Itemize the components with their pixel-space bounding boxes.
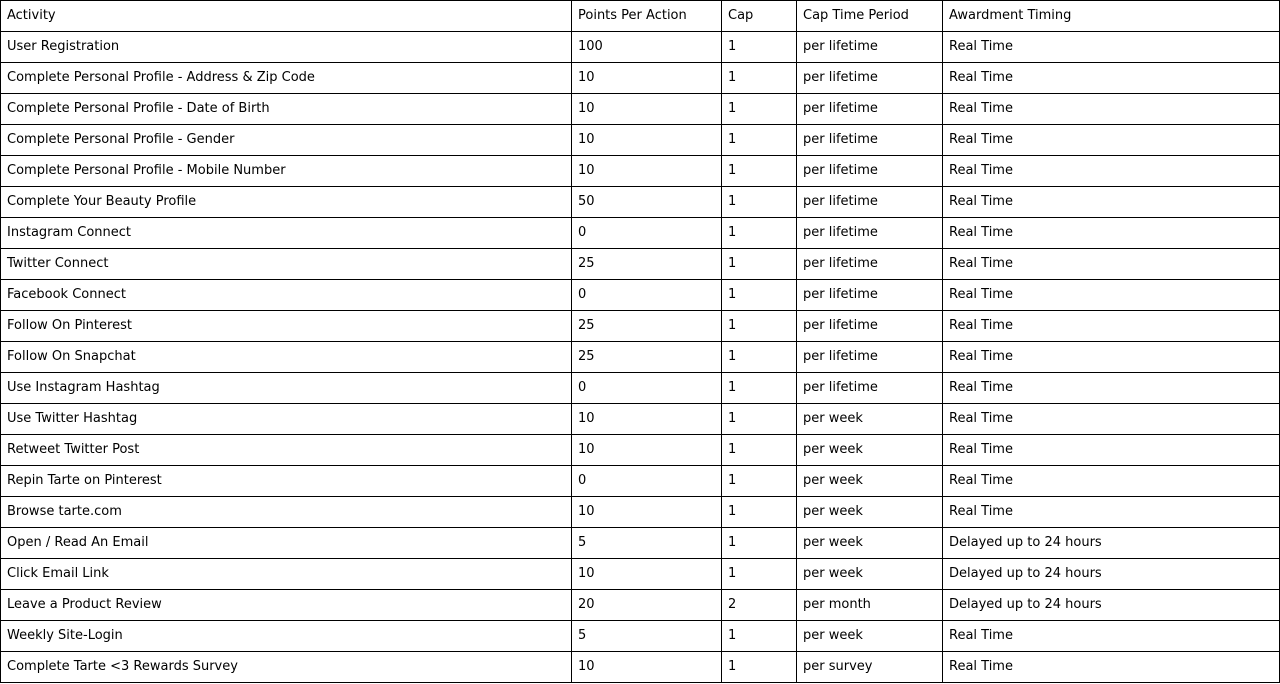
cell-activity: User Registration [1,32,572,63]
cell-points-per-action: 10 [572,559,722,590]
cell-awardment-timing: Real Time [943,187,1280,218]
cell-awardment-timing: Real Time [943,94,1280,125]
cell-cap: 1 [722,94,797,125]
table-row [1,125,1280,156]
cell-awardment-timing: Delayed up to 24 hours [943,590,1280,621]
cell-cap-time-period: per lifetime [797,280,943,311]
cell-cap: 1 [722,621,797,652]
cell-points-per-action: 10 [572,652,722,683]
cell-awardment-timing: Delayed up to 24 hours [943,559,1280,590]
cell-cap-time-period: per lifetime [797,32,943,63]
header-cap: Cap [722,1,797,32]
cell-cap: 1 [722,466,797,497]
cell-awardment-timing: Real Time [943,32,1280,63]
cell-awardment-timing: Real Time [943,311,1280,342]
cell-awardment-timing: Real Time [943,156,1280,187]
cell-cap-time-period: per lifetime [797,187,943,218]
cell-awardment-timing: Real Time [943,435,1280,466]
cell-activity: Weekly Site-Login [1,621,572,652]
cell-awardment-timing: Real Time [943,249,1280,280]
cell-awardment-timing: Real Time [943,404,1280,435]
table-row [1,559,1280,590]
cell-activity: Leave a Product Review [1,590,572,621]
cell-points-per-action: 10 [572,125,722,156]
cell-activity: Follow On Pinterest [1,311,572,342]
cell-points-per-action: 10 [572,156,722,187]
table-row [1,94,1280,125]
cell-cap: 1 [722,528,797,559]
cell-cap: 1 [722,32,797,63]
cell-activity: Complete Personal Profile - Date of Birth [1,94,572,125]
cell-cap-time-period: per lifetime [797,63,943,94]
cell-points-per-action: 10 [572,404,722,435]
cell-cap-time-period: per week [797,435,943,466]
cell-activity: Retweet Twitter Post [1,435,572,466]
cell-points-per-action: 10 [572,94,722,125]
cell-points-per-action: 10 [572,497,722,528]
cell-cap-time-period: per week [797,559,943,590]
cell-activity: Complete Personal Profile - Address & Zip Code [1,63,572,94]
header-points-per-action: Points Per Action [572,1,722,32]
cell-cap: 1 [722,559,797,590]
cell-cap: 1 [722,249,797,280]
cell-activity: Repin Tarte on Pinterest [1,466,572,497]
cell-points-per-action: 10 [572,63,722,94]
cell-cap: 1 [722,187,797,218]
cell-cap-time-period: per week [797,404,943,435]
cell-activity: Click Email Link [1,559,572,590]
cell-cap-time-period: per lifetime [797,311,943,342]
table-row [1,342,1280,373]
cell-cap-time-period: per lifetime [797,125,943,156]
cell-activity: Complete Personal Profile - Gender [1,125,572,156]
table-row [1,249,1280,280]
cell-awardment-timing: Real Time [943,466,1280,497]
table-row [1,466,1280,497]
table-row [1,373,1280,404]
cell-cap-time-period: per lifetime [797,342,943,373]
cell-points-per-action: 25 [572,311,722,342]
cell-awardment-timing: Real Time [943,280,1280,311]
table-body [1,1,1280,683]
cell-points-per-action: 0 [572,280,722,311]
header-awardment-timing: Awardment Timing [943,1,1280,32]
cell-activity: Complete Your Beauty Profile [1,187,572,218]
cell-cap: 1 [722,311,797,342]
cell-awardment-timing: Real Time [943,218,1280,249]
table-row [1,404,1280,435]
cell-cap: 1 [722,63,797,94]
cell-activity: Browse tarte.com [1,497,572,528]
table-row [1,528,1280,559]
cell-activity: Open / Read An Email [1,528,572,559]
cell-cap-time-period: per month [797,590,943,621]
cell-cap: 1 [722,435,797,466]
table-row [1,435,1280,466]
cell-cap-time-period: per week [797,466,943,497]
cell-cap-time-period: per lifetime [797,156,943,187]
table-row [1,187,1280,218]
cell-activity: Use Twitter Hashtag [1,404,572,435]
cell-points-per-action: 0 [572,373,722,404]
table-row [1,156,1280,187]
cell-cap: 1 [722,125,797,156]
cell-points-per-action: 100 [572,32,722,63]
cell-awardment-timing: Real Time [943,63,1280,94]
cell-activity: Facebook Connect [1,280,572,311]
cell-points-per-action: 10 [572,435,722,466]
cell-activity: Follow On Snapchat [1,342,572,373]
table-row [1,32,1280,63]
cell-cap: 1 [722,280,797,311]
table-row [1,621,1280,652]
cell-awardment-timing: Real Time [943,621,1280,652]
table-row [1,497,1280,528]
cell-activity: Instagram Connect [1,218,572,249]
table-row [1,63,1280,94]
cell-points-per-action: 5 [572,621,722,652]
table-header-row [1,1,1280,32]
cell-cap: 1 [722,652,797,683]
cell-cap-time-period: per lifetime [797,249,943,280]
cell-points-per-action: 20 [572,590,722,621]
cell-activity: Use Instagram Hashtag [1,373,572,404]
cell-activity: Twitter Connect [1,249,572,280]
cell-activity: Complete Personal Profile - Mobile Number [1,156,572,187]
cell-points-per-action: 25 [572,249,722,280]
header-cap-time-period: Cap Time Period [797,1,943,32]
cell-points-per-action: 50 [572,187,722,218]
cell-cap-time-period: per lifetime [797,373,943,404]
cell-cap-time-period: per week [797,497,943,528]
table-row [1,311,1280,342]
cell-cap: 1 [722,497,797,528]
cell-points-per-action: 0 [572,466,722,497]
cell-awardment-timing: Real Time [943,652,1280,683]
cell-points-per-action: 25 [572,342,722,373]
cell-cap-time-period: per week [797,528,943,559]
cell-awardment-timing: Real Time [943,342,1280,373]
cell-cap-time-period: per lifetime [797,94,943,125]
cell-points-per-action: 5 [572,528,722,559]
table-row [1,652,1280,683]
table-row [1,280,1280,311]
cell-cap-time-period: per survey [797,652,943,683]
cell-cap-time-period: per week [797,621,943,652]
cell-cap: 1 [722,218,797,249]
cell-cap: 1 [722,404,797,435]
cell-cap-time-period: per lifetime [797,218,943,249]
cell-activity: Complete Tarte <3 Rewards Survey [1,652,572,683]
cell-awardment-timing: Real Time [943,125,1280,156]
cell-cap: 2 [722,590,797,621]
cell-cap: 1 [722,373,797,404]
cell-awardment-timing: Delayed up to 24 hours [943,528,1280,559]
cell-cap: 1 [722,156,797,187]
cell-points-per-action: 0 [572,218,722,249]
table-row [1,590,1280,621]
cell-awardment-timing: Real Time [943,497,1280,528]
cell-awardment-timing: Real Time [943,373,1280,404]
table-row [1,218,1280,249]
header-activity: Activity [1,1,572,32]
cell-cap: 1 [722,342,797,373]
